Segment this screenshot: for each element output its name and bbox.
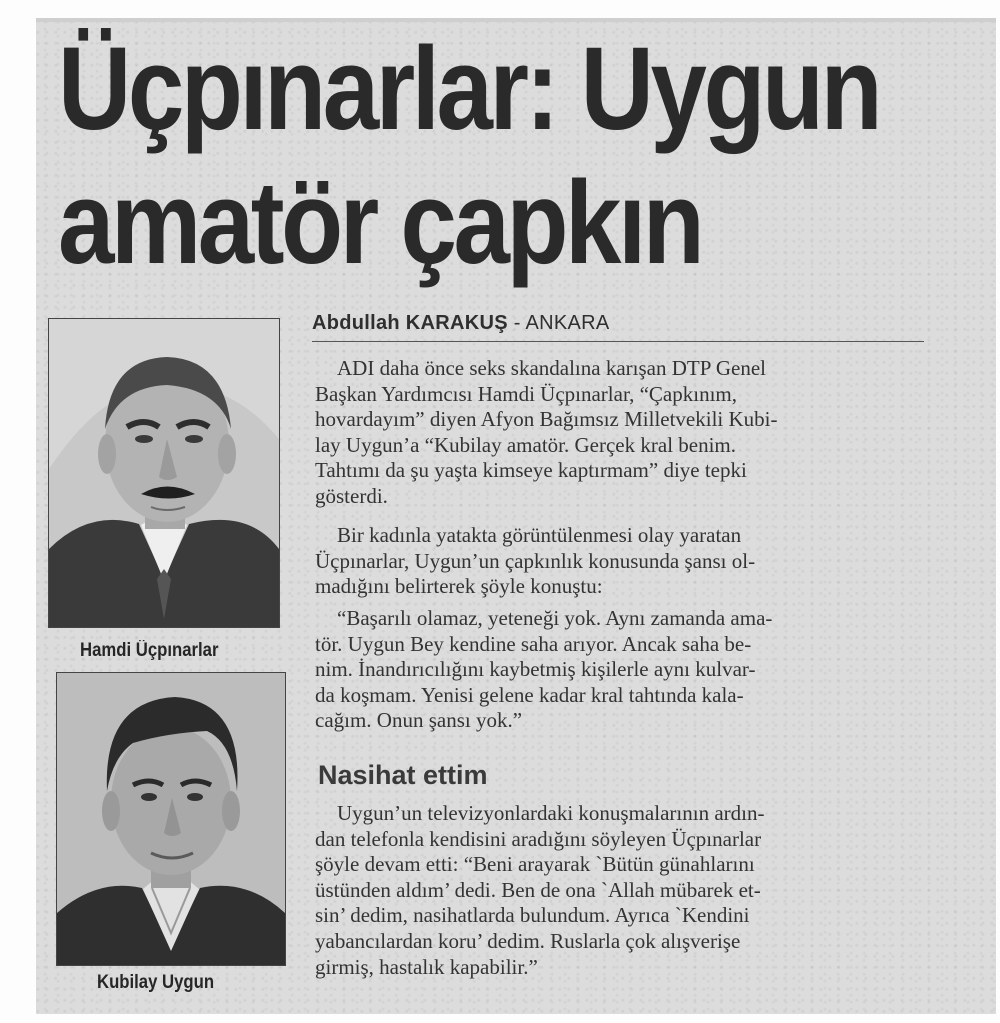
article-paragraph-1 — [315, 356, 927, 510]
subheading: Nasihat ettim — [318, 760, 488, 790]
portrait-1-graphic — [49, 319, 279, 627]
portrait-photo-2 — [56, 672, 286, 966]
text-line: Üçpınarlar, Uygun’un çapkınlık konusunda şansı ol- — [315, 548, 756, 573]
text-line: girmiş, hastalık kapabilir.” — [315, 954, 538, 979]
text-line: Tahtımı da şu yaşta kimseye kaptırmam” diye tepki — [315, 458, 747, 483]
text-line: hovardayım” diyen Afyon Bağımsız Milletvekili Kubi- — [315, 407, 778, 432]
text-line: Başkan Yardımcısı Hamdi Üçpınarlar, “Çapkınım, — [315, 381, 737, 406]
text-line: nim. İnandırıcılığını kaybetmiş kişilerle aynı kulvar- — [315, 657, 756, 682]
text-line: Bir kadınla yatakta görüntülenmesi olay yaratan — [337, 523, 742, 547]
headline-line-2: amatör çapkın — [58, 157, 702, 289]
text-line: Uygun’un televizyonlardaki konuşmalarının ardın- — [337, 801, 765, 825]
portrait-2-graphic — [57, 673, 285, 965]
text-line: da koşmam. Yenisi gelene kadar kral tahtında kala- — [315, 682, 744, 707]
text-line: şöyle devam etti: “Beni arayarak `Bütün günahlarını — [315, 852, 755, 877]
text-line: gösterdi. — [315, 483, 388, 508]
text-line: cağım. Onun şansı yok.” — [315, 708, 523, 733]
byline — [312, 312, 924, 342]
portrait-photo-1 — [48, 318, 280, 628]
photo-caption-2: Kubilay Uygun — [97, 972, 215, 993]
photo-caption-1: Hamdi Üçpınarlar — [80, 640, 219, 661]
headline-line-1: Üçpınarlar: Uygun — [58, 23, 880, 155]
text-line: ADI daha önce seks skandalına karışan DTP Genel — [337, 356, 767, 380]
clipping-top-edge — [36, 18, 996, 22]
text-line: üstünden aldım’ dedi. Ben de ona `Allah mübarek et- — [315, 877, 761, 902]
text-line: dan telefonla kendisini aradığını söyleyen Üçpınarlar — [315, 826, 762, 851]
text-line: yabancılardan koru’ dedim. Ruslarla çok alışverişe — [315, 928, 741, 953]
text-line: madığını belirterek şöyle konuştu: — [315, 574, 603, 599]
article-paragraph-2 — [315, 523, 927, 600]
byline-author: Abdullah KARAKUŞ — [312, 312, 508, 334]
text-line: sin’ dedim, nasihatlarda bulundum. Ayrıca `Kendini — [315, 903, 750, 928]
text-line: tör. Uygun Bey kendine saha arıyor. Ancak saha be- — [315, 631, 752, 656]
article-paragraph-3 — [315, 606, 927, 734]
text-line: “Başarılı olamaz, yeteneği yok. Aynı zamanda ama- — [337, 606, 773, 630]
text-line: lay Uygun’a “Kubilay amatör. Gerçek kral benim. — [315, 432, 737, 457]
article-paragraph-4 — [315, 801, 927, 980]
byline-separator: - — [513, 312, 521, 334]
byline-location: ANKARA — [525, 312, 610, 334]
